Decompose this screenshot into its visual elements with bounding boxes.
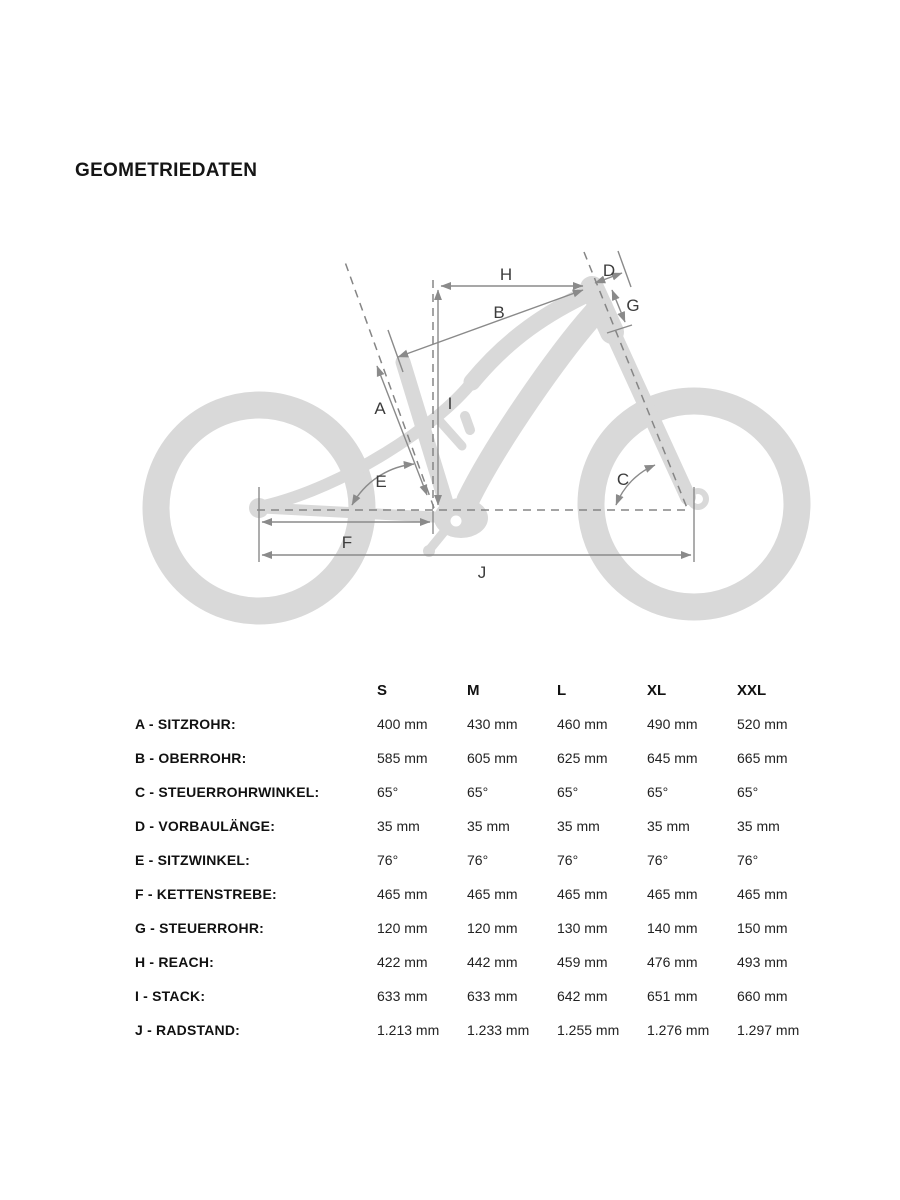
dim-label-D: D [602, 261, 616, 280]
value-cell: 645 mm [647, 750, 698, 766]
size-header-xl: XL [647, 681, 667, 699]
value-cell: 1.276 mm [647, 1022, 710, 1038]
value-cell: 65° [557, 784, 579, 800]
value-cell: 476 mm [647, 954, 698, 970]
value-cell: 493 mm [737, 954, 788, 970]
value-cell: 1.213 mm [377, 1022, 440, 1038]
shock-linkage [437, 418, 462, 446]
value-cell: 35 mm [737, 818, 780, 834]
value-cell: 65° [377, 784, 399, 800]
value-cell: 665 mm [737, 750, 788, 766]
row-label-steuerrohrwinkel: C - STEUERROHRWINKEL: [135, 784, 320, 800]
value-cell: 520 mm [737, 716, 788, 732]
value-cell: 465 mm [467, 886, 518, 902]
bb-hole [451, 516, 462, 527]
row-label-reach: H - REACH: [135, 954, 214, 970]
row-label-stack: I - STACK: [135, 988, 206, 1004]
page-title: GEOMETRIEDATEN [75, 160, 258, 181]
value-cell: 651 mm [647, 988, 698, 1004]
dim-label-A: A [374, 399, 386, 418]
value-cell: 35 mm [557, 818, 600, 834]
dim-label-C: C [616, 470, 630, 489]
value-cell: 465 mm [557, 886, 608, 902]
row-label-sitzrohr: A - SITZROHR: [135, 716, 236, 732]
value-cell: 120 mm [377, 920, 428, 936]
value-cell: 490 mm [647, 716, 698, 732]
value-cell: 442 mm [467, 954, 518, 970]
value-cell: 1.255 mm [557, 1022, 620, 1038]
size-header-m: M [467, 681, 480, 699]
dim-label-B: B [493, 303, 505, 322]
dim-label-J: J [477, 563, 487, 582]
value-cell: 65° [467, 784, 489, 800]
value-cell: 35 mm [377, 818, 420, 834]
value-cell: 130 mm [557, 920, 608, 936]
geometry-table [135, 673, 827, 1047]
value-cell: 150 mm [737, 920, 788, 936]
row-label-vorbaulaenge: D - VORBAULÄNGE: [135, 818, 276, 834]
dim-label-G: G [626, 296, 640, 315]
seat-axis-tick [388, 330, 403, 372]
size-header-l: L [557, 681, 567, 699]
value-cell: 625 mm [557, 750, 608, 766]
down-tube [468, 306, 601, 500]
value-cell: 400 mm [377, 716, 428, 732]
value-cell: 422 mm [377, 954, 428, 970]
value-cell: 465 mm [737, 886, 788, 902]
row-label-oberrohr: B - OBERROHR: [135, 750, 247, 766]
value-cell: 76° [377, 852, 399, 868]
value-cell: 76° [647, 852, 669, 868]
row-label-steuerrohr: G - STEUERROHR: [135, 920, 264, 936]
value-cell: 460 mm [557, 716, 608, 732]
dim-label-F: F [341, 533, 353, 552]
size-header-s: S [377, 681, 388, 699]
value-cell: 465 mm [377, 886, 428, 902]
value-cell: 605 mm [467, 750, 518, 766]
linkage-nub [465, 416, 470, 430]
row-label-radstand: J - RADSTAND: [135, 1022, 241, 1038]
value-cell: 633 mm [467, 988, 518, 1004]
value-cell: 35 mm [467, 818, 510, 834]
value-cell: 1.233 mm [467, 1022, 530, 1038]
dim-label-E: E [375, 472, 387, 491]
value-cell: 120 mm [467, 920, 518, 936]
value-cell: 585 mm [377, 750, 428, 766]
row-label-sitzwinkel: E - SITZWINKEL: [135, 852, 250, 868]
dim-label-I: I [447, 394, 453, 413]
size-header-xxl: XXL [737, 681, 767, 699]
value-cell: 76° [467, 852, 489, 868]
value-cell: 642 mm [557, 988, 608, 1004]
value-cell: 76° [737, 852, 759, 868]
value-cell: 1.297 mm [737, 1022, 800, 1038]
value-cell: 76° [557, 852, 579, 868]
stem-extension-line [618, 251, 631, 287]
dim-label-H: H [499, 265, 513, 284]
bike-silhouette [156, 288, 797, 611]
value-cell: 65° [737, 784, 759, 800]
row-label-kettenstrebe: F - KETTENSTREBE: [135, 886, 277, 902]
value-cell: 65° [647, 784, 669, 800]
value-cell: 430 mm [467, 716, 518, 732]
value-cell: 140 mm [647, 920, 698, 936]
value-cell: 465 mm [647, 886, 698, 902]
value-cell: 35 mm [647, 818, 690, 834]
value-cell: 633 mm [377, 988, 428, 1004]
value-cell: 459 mm [557, 954, 608, 970]
value-cell: 660 mm [737, 988, 788, 1004]
